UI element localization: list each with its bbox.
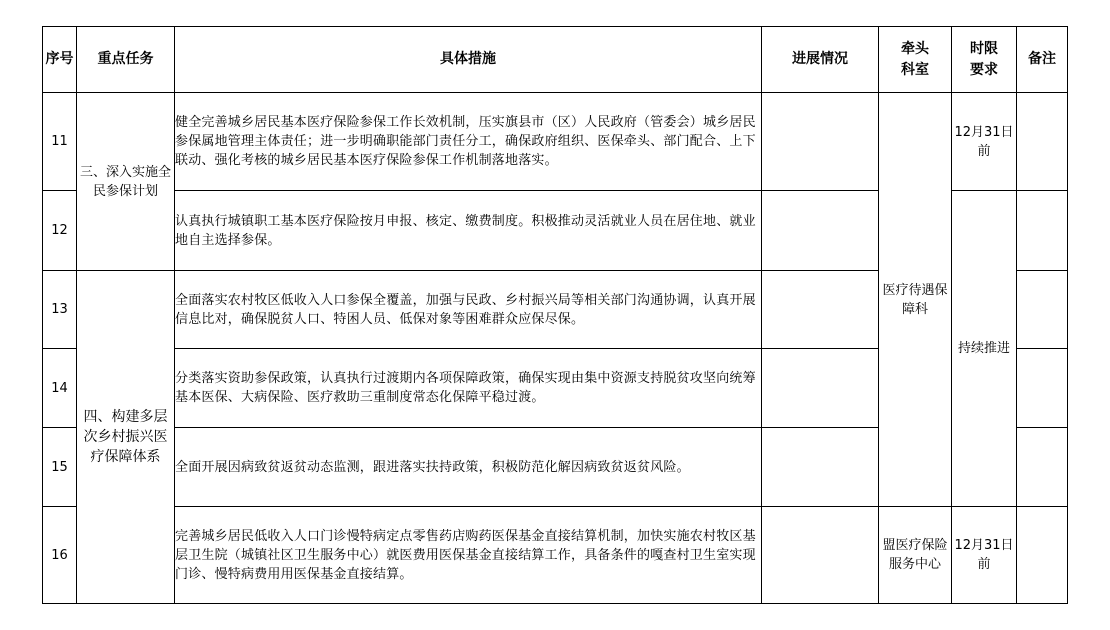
- note-cell: [1017, 271, 1068, 349]
- deadline-cell: 持续推进: [952, 191, 1017, 507]
- row-number: 14: [43, 349, 77, 428]
- task-cell: 三、深入实施全民参保计划: [77, 93, 175, 271]
- header-deadline: 时限 要求: [952, 27, 1017, 93]
- task-cell: 四、构建多层次乡村振兴医疗保障体系: [77, 271, 175, 604]
- progress-cell: [762, 428, 879, 507]
- progress-cell: [762, 191, 879, 271]
- table-row: [43, 507, 1068, 604]
- header-row: [43, 27, 1068, 93]
- measure-cell: 认真执行城镇职工基本医疗保险按月申报、核定、缴费制度。积极推动灵活就业人员在居住地、就业地自主选择参保。: [175, 191, 762, 271]
- measure-cell: 完善城乡居民低收入人口门诊慢特病定点零售药店购药医保基金直接结算机制，加快实施农村牧区基层卫生院（城镇社区卫生服务中心）就医费用医保基金直接结算工作，具备条件的嘎查村卫生室实现门诊、慢特病费用用医保基金直接结算。: [175, 507, 762, 604]
- note-cell: [1017, 191, 1068, 271]
- measure-cell: 全面落实农村牧区低收入人口参保全覆盖，加强与民政、乡村振兴局等相关部门沟通协调，认真开展信息比对，确保脱贫人口、特困人员、低保对象等困难群众应保尽保。: [175, 271, 762, 349]
- lead-dept-cell: 盟医疗保险服务中心: [879, 507, 952, 604]
- note-cell: [1017, 349, 1068, 428]
- row-number: 15: [43, 428, 77, 507]
- row-number: 12: [43, 191, 77, 271]
- row-number: 16: [43, 507, 77, 604]
- lead-dept-cell: 医疗待遇保障科: [879, 93, 952, 507]
- header-note: 备注: [1017, 27, 1068, 93]
- work-plan-table: [42, 26, 1068, 604]
- note-cell: [1017, 428, 1068, 507]
- header-progress: 进展情况: [762, 27, 879, 93]
- measure-cell: 分类落实资助参保政策，认真执行过渡期内各项保障政策，确保实现由集中资源支持脱贫攻坚向统筹基本医保、大病保险、医疗救助三重制度常态化保障平稳过渡。: [175, 349, 762, 428]
- row-number: 11: [43, 93, 77, 191]
- progress-cell: [762, 93, 879, 191]
- row-number: 13: [43, 271, 77, 349]
- header-measure: 具体措施: [175, 27, 762, 93]
- deadline-cell: 12月31日前: [952, 507, 1017, 604]
- header-lead-dept: 牵头 科室: [879, 27, 952, 93]
- header-seq: 序号: [43, 27, 77, 93]
- note-cell: [1017, 93, 1068, 191]
- deadline-cell: 12月31日前: [952, 93, 1017, 191]
- note-cell: [1017, 507, 1068, 604]
- header-task: 重点任务: [77, 27, 175, 93]
- progress-cell: [762, 507, 879, 604]
- progress-cell: [762, 271, 879, 349]
- measure-cell: 健全完善城乡居民基本医疗保险参保工作长效机制，压实旗县市（区）人民政府（管委会）城乡居民参保属地管理主体责任；进一步明确职能部门责任分工，确保政府组织、医保牵头、部门配合、上下联动、强化考核的城乡居民基本医疗保险参保工作机制落地落实。: [175, 93, 762, 191]
- table-row: [43, 93, 1068, 191]
- measure-cell: 全面开展因病致贫返贫动态监测，跟进落实扶持政策，积极防范化解因病致贫返贫风险。: [175, 428, 762, 507]
- progress-cell: [762, 349, 879, 428]
